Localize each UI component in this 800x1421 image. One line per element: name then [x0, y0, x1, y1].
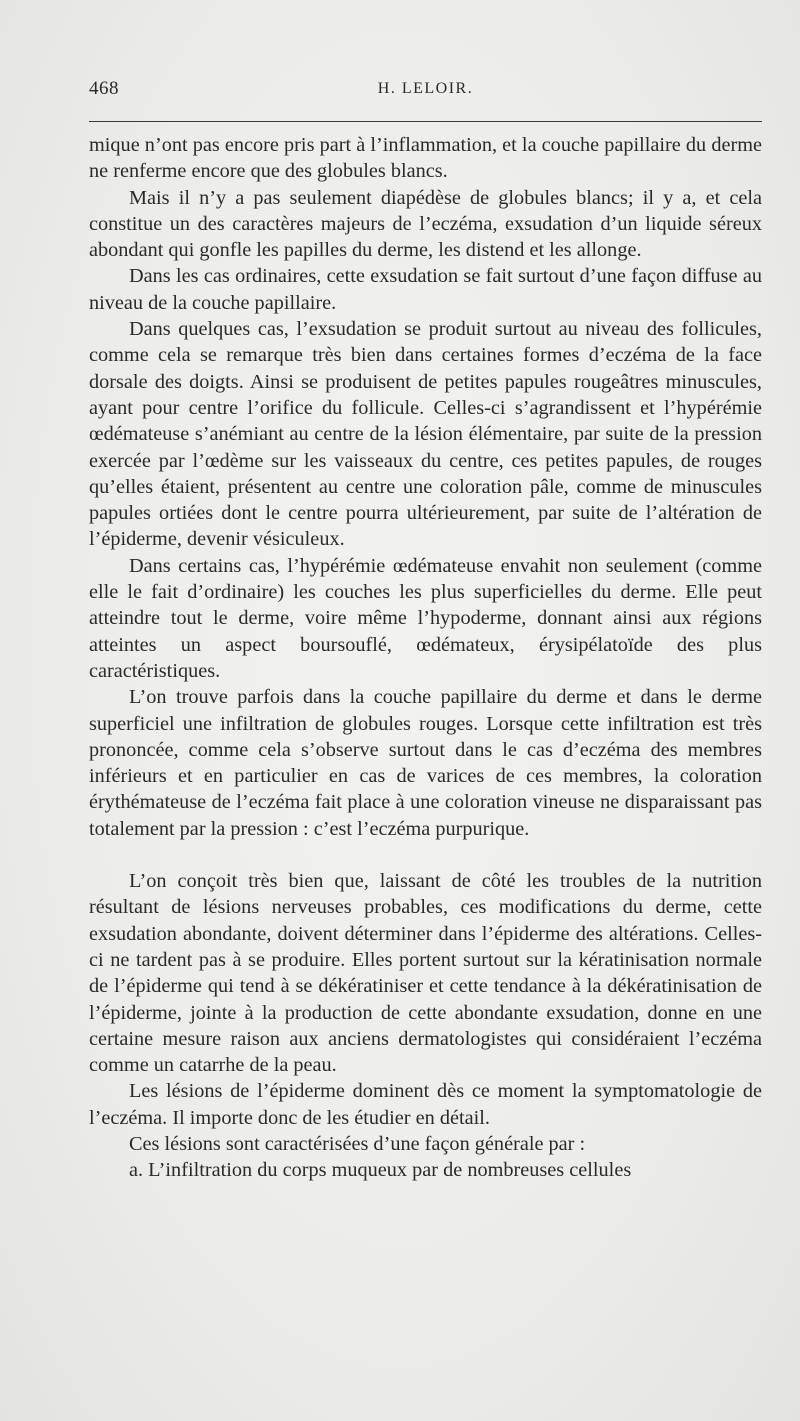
paragraph: Les lésions de l’épiderme dominent dès ce moment la symptomatologie de l’eczéma. Il importe donc de les étudier en détail.	[89, 1080, 762, 1129]
paragraph: Mais il n’y a pas seulement diapédèse de globules blancs; il y a, et cela constitue un des caractères majeurs de l’eczéma, exsudation d’un liquide séreux abondant qui gonfle les papilles du derme, les distend et les allonge.	[89, 186, 762, 262]
page-header	[89, 78, 762, 108]
page-number: 468	[89, 78, 119, 99]
paragraph: Dans certains cas, l’hypérémie œdémateuse envahit non seulement (comme elle le fait d’ordinaire) les couches les plus superficielles du derme. Elle peut atteindre tout le derme, voire même l’hypoderme, donnant ainsi aux régions atteintes un aspect boursouflé, œdémateux, érysipélatoïde des plus caractéristiques.	[89, 554, 762, 682]
paragraph: L’on trouve parfois dans la couche papillaire du derme et dans le derme superficiel une infiltration de globules rouges. Lorsque cette infiltration est très prononcée, comme cela s’observe surtout dans le cas d’eczéma des membres inférieurs et en particulier en cas de varices de ces membres, la coloration érythémateuse de l’eczéma fait place à une coloration vineuse ne disparaissant pas totalement par la pression : c’est l’eczéma purpurique.	[89, 686, 762, 840]
paragraph: Dans les cas ordinaires, cette exsudation se fait surtout d’une façon diffuse au niveau de la couche papillaire.	[89, 265, 762, 314]
running-head: H. LELOIR.	[377, 80, 474, 97]
paragraph: L’on conçoit très bien que, laissant de côté les troubles de la nutrition résultant de lésions nerveuses probables, ces modifications du derme, cette exsudation abondante, doivent déterminer dans l’épiderme des altérations. Celles-ci ne tardent pas à se produire. Elles portent surtout sur la kératinisation normale de l’épiderme qui tend à se dékératiniser et cette tendance à la dékératinisation de l’épiderme, jointe à la production de cette abondante exsudation, donne en une certaine mesure raison aux anciens dermatologistes qui considéraient l’eczéma comme un catarrhe de la peau.	[89, 870, 762, 1077]
paragraph: mique n’ont pas encore pris part à l’inflammation, et la couche papillaire du derme ne renferme encore que des globules blancs.	[89, 134, 762, 183]
paragraph: a. L’infiltration du corps muqueux par de nombreuses cellules	[129, 1159, 632, 1182]
header-rule	[89, 121, 762, 122]
body-text	[89, 132, 762, 1184]
paragraph: Dans quelques cas, l’exsudation se produit surtout au niveau des follicules, comme cela se remarque très bien dans certaines formes d’eczéma de la face dorsale des doigts. Ainsi se produisent de petites papules rougeâtres minuscules, ayant pour centre l’orifice du follicule. Celles-ci s’agrandissent et l’hypérémie œdémateuse s’anémiant au centre de la lésion élémentaire, par suite de la pression exercée par l’œdème sur les vaisseaux du centre, ces petites papules, de rouges qu’elles étaient, présentent au centre une coloration pâle, comme de minuscules papules ortiées dont le centre pourra ultérieurement, par suite de l’altération de l’épiderme, devenir vésiculeux.	[89, 318, 762, 551]
paragraph: Ces lésions sont caractérisées d’une façon générale par :	[129, 1132, 586, 1155]
